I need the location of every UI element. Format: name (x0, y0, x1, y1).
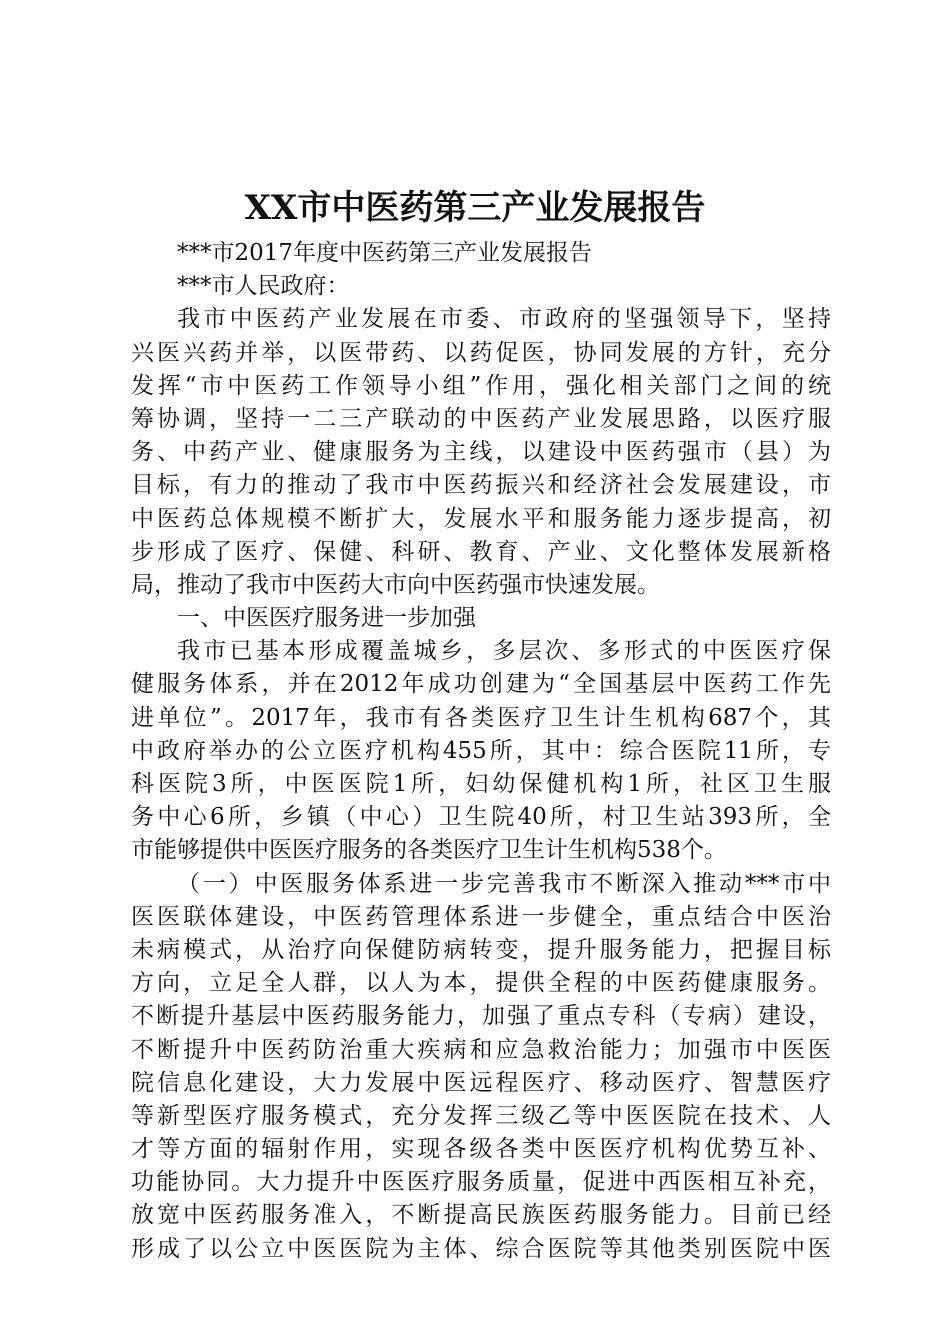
text-line: 科医院3所，中医医院1所，妇幼保健机构1所，社区卫生服 (131, 771, 831, 797)
text-line: 步形成了医疗、保健、科研、教育、产业、文化整体发展新格 (131, 538, 831, 565)
text-line: 兴医兴药并举，以医带药、以药促医，协同发展的方针，充分 (131, 339, 831, 366)
text-line: 不断提升中医药防治重大疾病和应急救治能力；加强市中医医 (131, 1036, 831, 1063)
text-line: 务、中药产业、健康服务为主线，以建设中医药强市（县）为 (131, 439, 831, 466)
text-line: ***市2017年度中医药第三产业发展报告 (177, 240, 593, 266)
text-line: 局，推动了我市中医药大市向中医药强市快速发展。 (131, 571, 660, 598)
text-line: 我市已基本形成覆盖城乡，多层次、多形式的中医医疗保 (177, 638, 831, 665)
text-line: 医医联体建设，中医药管理体系进一步健全，重点结合中医治 (131, 903, 831, 930)
text-line: 进单位”。2017年，我市有各类医疗卫生计生机构687个，其 (131, 704, 831, 731)
text-line: 市能够提供中医医疗服务的各类医疗卫生计生机构538个。 (131, 837, 727, 864)
text-line: 中医药总体规模不断扩大，发展水平和服务能力逐步提高，初 (131, 505, 831, 532)
text-line: 功能协同。大力提升中医医疗服务质量，促进中西医相互补充， (131, 1169, 831, 1196)
text-line: 中政府举办的公立医疗机构455所，其中：综合医院11所，专 (131, 737, 831, 764)
text-line: 不断提升基层中医药服务能力，加强了重点专科（专病）建设， (131, 1003, 831, 1030)
text-line: 务中心6所，乡镇（中心）卫生院40所，村卫生站393所，全 (131, 804, 831, 831)
text-line: 等新型医疗服务模式，充分发挥三级乙等中医医院在技术、人 (131, 1102, 831, 1129)
text-line: 目标，有力的推动了我市中医药振兴和经济社会发展建设，市 (131, 472, 831, 499)
text-line: 形成了以公立中医医院为主体、综合医院等其他类别医院中医 (131, 1235, 831, 1262)
text-line: 我市中医药产业发展在市委、市政府的坚强领导下，坚持 (177, 306, 831, 333)
document-title: XX市中医药第三产业发展报告 (244, 188, 706, 228)
text-line: 发挥“市中医药工作领导小组”作用，强化相关部门之间的统 (131, 372, 831, 399)
text-line: 健服务体系，并在2012年成功创建为“全国基层中医药工作先 (131, 671, 831, 698)
text-line: 一、中医医疗服务进一步加强 (177, 605, 476, 632)
text-line: 筹协调，坚持一二三产联动的中医药产业发展思路，以医疗服 (131, 405, 831, 432)
text-line: 才等方面的辐射作用，实现各级各类中医医疗机构优势互补、 (131, 1136, 831, 1163)
text-line: 未病模式，从治疗向保健防病转变，提升服务能力，把握目标 (131, 936, 831, 963)
text-line: ***市人民政府： (177, 273, 350, 300)
text-line: 院信息化建设，大力发展中医远程医疗、移动医疗、智慧医疗 (131, 1069, 831, 1096)
document-body (131, 237, 831, 1266)
text-line: 方向，立足全人群，以人为本，提供全程的中医药健康服务。 (131, 970, 831, 997)
text-line: 放宽中医药服务准入，不断提高民族医药服务能力。目前已经 (131, 1202, 831, 1229)
text-line: （一）中医服务体系进一步完善我市不断深入推动***市中 (177, 870, 831, 897)
